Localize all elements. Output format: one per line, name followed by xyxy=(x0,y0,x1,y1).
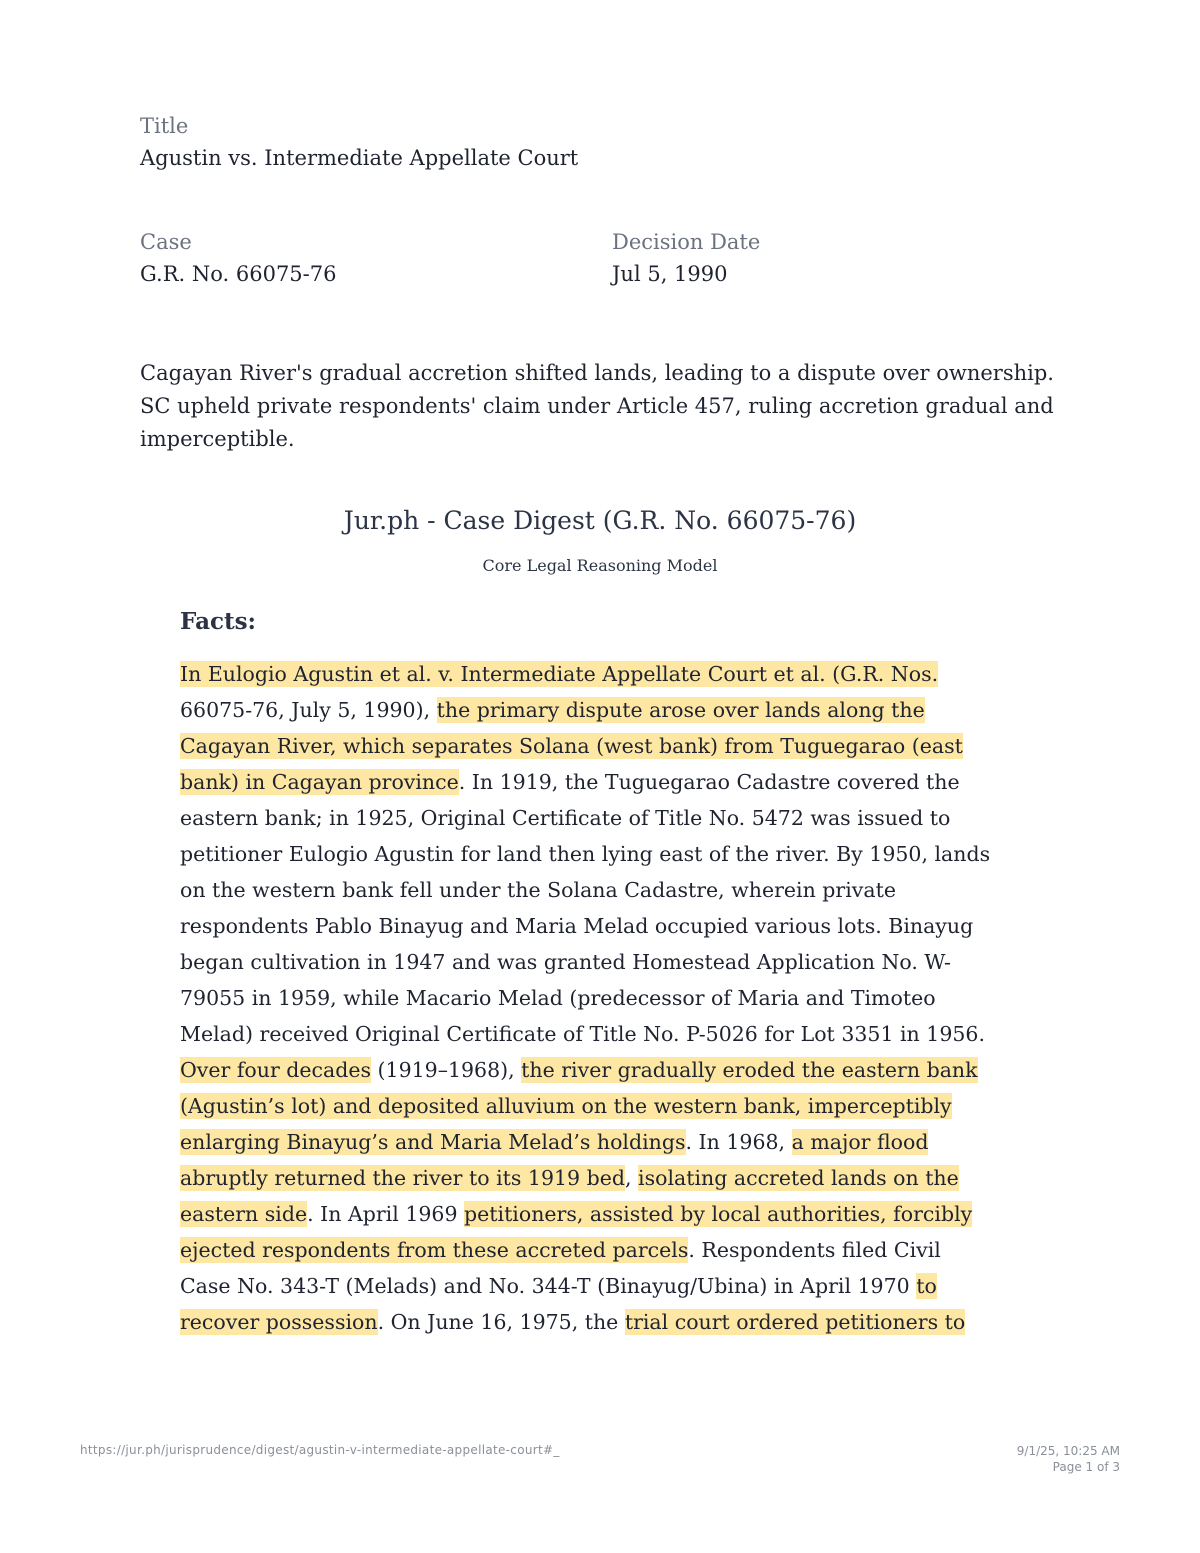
highlighted-text: isolating accreted lands on the xyxy=(638,1166,959,1190)
highlighted-text: recover possession xyxy=(180,1310,378,1334)
case-number: G.R. No. 66075-76 xyxy=(140,262,337,286)
facts-line xyxy=(180,800,1060,836)
facts-heading: Facts: xyxy=(180,608,257,635)
facts-line xyxy=(180,1088,1060,1124)
facts-text: respondents Pablo Binayug and Maria Melad occupied various lots. Binayug xyxy=(180,914,974,938)
summary-line: SC upheld private respondents' claim under Article 457, ruling accretion gradual and xyxy=(140,394,1054,418)
facts-text: began cultivation in 1947 and was granted Homestead Application No. W- xyxy=(180,950,951,974)
highlighted-text: Cagayan River, which separates Solana (west bank) from Tuguegarao (east xyxy=(180,734,963,758)
highlighted-text: In Eulogio Agustin et al. v. Intermediate Appellate Court et al. (G.R. Nos. xyxy=(180,662,939,686)
highlighted-text: Over four decades xyxy=(180,1058,372,1082)
digest-heading: Jur.ph - Case Digest (G.R. No. 66075-76) xyxy=(343,506,857,535)
highlighted-text: (Agustin’s lot) and deposited alluvium on the western bank, imperceptibly xyxy=(180,1094,952,1118)
facts-line xyxy=(180,1196,1060,1232)
footer-timestamp: 9/1/25, 10:25 AM xyxy=(1016,1444,1120,1458)
facts-line xyxy=(180,1052,1060,1088)
facts-line xyxy=(180,944,1060,980)
highlighted-text: the primary dispute arose over lands along the xyxy=(436,698,925,722)
highlighted-text: the river gradually eroded the eastern bank xyxy=(521,1058,978,1082)
decision-date-label: Decision Date xyxy=(612,230,761,254)
case-summary xyxy=(140,357,1080,456)
title-label: Title xyxy=(140,114,189,138)
facts-text: eastern bank; in 1925, Original Certificate of Title No. 5472 was issued to xyxy=(180,806,951,830)
decision-date: Jul 5, 1990 xyxy=(612,262,728,286)
summary-line: Cagayan River's gradual accretion shifted lands, leading to a dispute over ownership. xyxy=(140,361,1054,385)
facts-line xyxy=(180,872,1060,908)
facts-text: . On June 16, 1975, the xyxy=(377,1310,625,1334)
facts-line xyxy=(180,1160,1060,1196)
facts-body xyxy=(180,656,1060,1340)
summary-line: imperceptible. xyxy=(140,427,295,451)
facts-line xyxy=(180,908,1060,944)
case-label: Case xyxy=(140,230,192,254)
facts-text: (1919–1968), xyxy=(371,1058,522,1082)
facts-line xyxy=(180,692,1060,728)
facts-line xyxy=(180,1304,1060,1340)
highlighted-text: petitioners, assisted by local authorities, forcibly xyxy=(464,1202,973,1226)
facts-text: . In 1968, xyxy=(685,1130,792,1154)
facts-line xyxy=(180,1268,1060,1304)
facts-line xyxy=(180,1016,1060,1052)
facts-line xyxy=(180,1232,1060,1268)
highlighted-text: bank) in Cagayan province xyxy=(180,770,459,794)
facts-text: . Respondents filed Civil xyxy=(688,1238,941,1262)
highlighted-text: ejected respondents from these accreted parcels xyxy=(180,1238,689,1262)
highlighted-text: enlarging Binayug’s and Maria Melad’s holdings xyxy=(180,1130,686,1154)
facts-line xyxy=(180,1124,1060,1160)
facts-line xyxy=(180,656,1060,692)
facts-text: 66075-76, July 5, 1990), xyxy=(180,698,437,722)
facts-line xyxy=(180,728,1060,764)
highlighted-text: abruptly returned the river to its 1919 bed xyxy=(180,1166,625,1190)
case-title: Agustin vs. Intermediate Appellate Court xyxy=(140,146,579,170)
facts-text: 79055 in 1959, while Macario Melad (predecessor of Maria and Timoteo xyxy=(180,986,936,1010)
page-number: Page 1 of 3 xyxy=(1052,1460,1120,1474)
facts-line xyxy=(180,764,1060,800)
facts-text: Melad) received Original Certificate of Title No. P-5026 for Lot 3351 in 1956. xyxy=(180,1022,985,1046)
highlighted-text: to xyxy=(916,1274,937,1298)
footer-url: https://jur.ph/jurisprudence/digest/agustin-v-intermediate-appellate-court#_ xyxy=(80,1443,560,1457)
highlighted-text: a major flood xyxy=(791,1130,929,1154)
facts-line xyxy=(180,836,1060,872)
highlighted-text: trial court ordered petitioners to xyxy=(624,1310,966,1334)
highlighted-text: eastern side xyxy=(180,1202,308,1226)
facts-text: , xyxy=(624,1166,639,1190)
digest-subheading: Core Legal Reasoning Model xyxy=(482,556,718,575)
facts-text: Case No. 343-T (Melads) and No. 344-T (Binayug/Ubina) in April 1970 xyxy=(180,1274,917,1298)
facts-line xyxy=(180,980,1060,1016)
facts-text: petitioner Eulogio Agustin for land then lying east of the river. By 1950, lands xyxy=(180,842,991,866)
facts-text: . In 1919, the Tuguegarao Cadastre covered the xyxy=(458,770,960,794)
facts-text: . In April 1969 xyxy=(307,1202,465,1226)
facts-text: on the western bank fell under the Solana Cadastre, wherein private xyxy=(180,878,896,902)
footer-meta xyxy=(1017,1443,1120,1475)
